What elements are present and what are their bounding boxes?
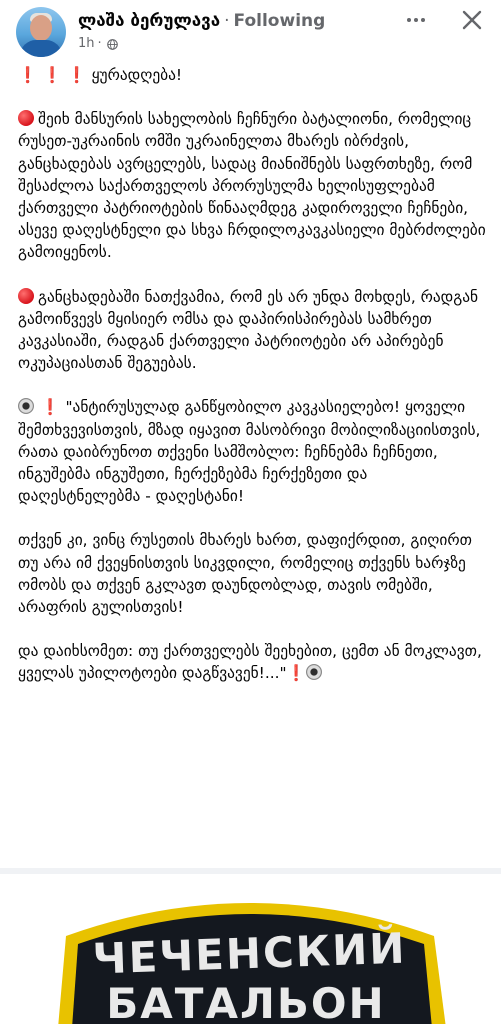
author-line — [78, 10, 325, 32]
globe-icon[interactable] — [107, 39, 118, 50]
post-paragraph-6 — [18, 640, 488, 684]
post-header — [0, 0, 501, 62]
red-circle-icon — [18, 288, 34, 304]
author-avatar[interactable] — [16, 7, 66, 57]
red-circle-icon — [18, 110, 34, 126]
paragraph-4-text: "ანტირუსულად განწყობილო კავკასიელებო! ყოველი შემთხვევისთვის, მზად იყავით მასობრივი მობილიზაციისთვის, რათა დაიბრუნოთ თქვენი სამშობლო: ჩეჩნებმა ჩეჩნეთი, ინგუშებმა ინგუშეთი, ჩერქეზებმა ჩერქეზეთი და დაღესტნელებმა - დაღესტანი! — [18, 398, 481, 506]
author-name[interactable]: ლაშა ბერულავა — [78, 11, 221, 31]
more-options-button[interactable] — [402, 8, 430, 32]
battalion-patch-image — [0, 868, 501, 1024]
post-paragraph-3 — [18, 286, 488, 375]
post-paragraph-2 — [18, 108, 488, 263]
post-meta — [78, 36, 118, 52]
meta-separator: · — [97, 36, 102, 51]
more-dots-icon — [407, 18, 411, 22]
avatar-face — [30, 15, 52, 41]
paragraph-5-text: თქვენ კი, ვინც რუსეთის მხარეს ხართ, დაფიქრდით, გიღირთ თუ არა იმ ქვეყნისთვის სიკვდილი, რომელიც თქვენს ხარჯზე ომობს და თქვენ გკლავთ დაუნდობლად, თავის ომებში, არაფრის გულისთვის! — [18, 531, 472, 617]
paragraph-3-text: განცხადებაში ნათქვამია, რომ ეს არ უნდა მოხდეს, რადგან გამოიწვევს მყისიერ ომსა და დაპირისპირებას სამხრეთ კავკასიაში, რადგან ქართველი პატრიოტები არ აპირებენ ოკუპაციასთან შეგუებას. — [18, 287, 479, 373]
post-timestamp[interactable]: 1h — [78, 36, 95, 51]
radio-button-icon — [18, 398, 34, 414]
patch-text-line2: БАТАЛЬОН — [106, 979, 386, 1024]
radio-button-icon — [306, 664, 322, 680]
attention-heading: ყურადღება! — [91, 66, 183, 84]
exclamation-emoji-icon: ❗ ❗ ❗ — [18, 66, 92, 84]
exclamation-emoji-icon: ❗ — [40, 398, 66, 417]
paragraph-2-text: შეიხ მანსურის სახელობის ჩეჩნური ბატალიონი, რომელიც რუსეთ-უკრაინის ომში უკრაინელთა მხარეს იბრძვის, განცხადებას ავრცელებს, სადაც მიანიშნებს საფრთხეზე, რომ შესაძლოა საქართველოს პრორუსულმა ხელისუფლებამ ქართველი პატრიოტების წინააღმდეგ კადიროველი ჩეჩნები, ასევე დაღესტნელი და სხვა ჩრდილოკავკასიელი მებრძოლები გამოიყენოს. — [18, 110, 486, 262]
patch-text-line1: ЧЕЧЕНСКИЙ — [91, 923, 408, 984]
post-text — [18, 64, 488, 685]
exclamation-emoji-icon: ❗ — [286, 664, 306, 683]
post-paragraph-1 — [18, 64, 488, 86]
paragraph-6-text: და დაიხსომეთ: თუ ქართველებს შეეხებით, ცემთ ან მოკლავთ, ყველას უპილოტოები დაგწვავენ!..." — [18, 642, 482, 683]
avatar-shirt — [20, 40, 62, 57]
post-paragraph-5 — [18, 529, 488, 618]
post-paragraph-4 — [18, 396, 488, 507]
name-separator: · — [224, 11, 230, 31]
close-icon[interactable] — [458, 6, 486, 34]
following-button[interactable]: Following — [233, 11, 326, 31]
post-image[interactable] — [0, 868, 501, 1024]
